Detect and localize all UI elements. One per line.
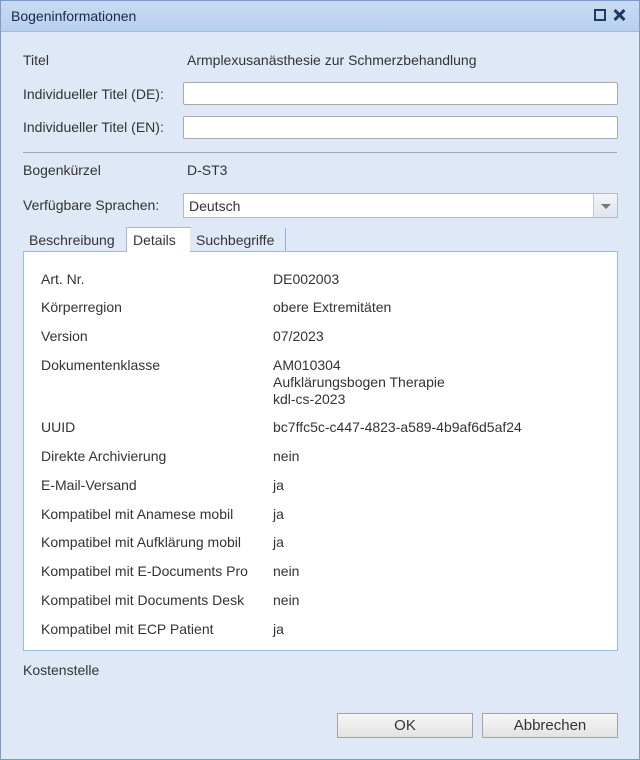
detail-value-ecp-patient: ja bbox=[273, 621, 284, 637]
titel-value: Armplexusanästhesie zur Schmerzbehandlung bbox=[187, 52, 477, 68]
individual-title-de-label: Individueller Titel (DE): bbox=[23, 86, 164, 102]
detail-label-documents-desk: Kompatibel mit Documents Desk bbox=[41, 592, 245, 608]
detail-label-art-nr: Art. Nr. bbox=[41, 271, 85, 287]
individual-title-en-input[interactable] bbox=[183, 116, 618, 139]
separator bbox=[23, 152, 617, 153]
detail-label-version: Version bbox=[41, 328, 88, 344]
detail-value-uuid: bc7ffc5c-c447-4823-a589-4b9af6d5af24 bbox=[273, 419, 522, 435]
detail-value-aufklaerung-mobil: ja bbox=[273, 534, 284, 550]
detail-value-documents-desk: nein bbox=[273, 592, 300, 608]
detail-value-dokumentenklasse-line2: Aufklärungsbogen Therapie bbox=[273, 374, 445, 390]
detail-value-dokumentenklasse-line3: kdl-cs-2023 bbox=[273, 391, 346, 407]
tab-beschreibung[interactable]: Beschreibung bbox=[23, 228, 121, 251]
sprachen-select-value: Deutsch bbox=[189, 198, 241, 214]
bogenkuerzel-label: Bogenkürzel bbox=[23, 162, 101, 178]
chevron-down-icon[interactable] bbox=[593, 194, 617, 217]
detail-label-ecp-patient: Kompatibel mit ECP Patient bbox=[41, 621, 214, 637]
tab-details[interactable]: Details bbox=[126, 227, 191, 252]
individual-title-en-label: Individueller Titel (EN): bbox=[23, 119, 164, 135]
sprachen-select[interactable] bbox=[183, 193, 618, 218]
detail-label-aufklaerung-mobil: Kompatibel mit Aufklärung mobil bbox=[41, 534, 241, 550]
close-icon[interactable] bbox=[613, 9, 625, 21]
detail-value-dokumentenklasse-line1: AM010304 bbox=[273, 357, 341, 373]
detail-value-anamese-mobil: ja bbox=[273, 506, 284, 522]
detail-value-art-nr: DE002003 bbox=[273, 271, 340, 287]
detail-label-koerperregion: Körperregion bbox=[41, 299, 122, 315]
detail-value-edocuments-pro: nein bbox=[273, 563, 300, 579]
details-panel bbox=[23, 252, 618, 651]
maximize-icon[interactable] bbox=[594, 9, 606, 21]
tab-divider bbox=[285, 228, 286, 251]
individual-title-de-input[interactable] bbox=[183, 82, 618, 105]
tab-suchbegriffe[interactable]: Suchbegriffe bbox=[190, 228, 280, 251]
sprachen-label: Verfügbare Sprachen: bbox=[23, 197, 160, 213]
detail-value-email-versand: ja bbox=[273, 477, 284, 493]
detail-value-koerperregion: obere Extremitäten bbox=[273, 299, 392, 315]
title-bar[interactable] bbox=[1, 1, 639, 32]
cancel-button[interactable]: Abbrechen bbox=[482, 713, 618, 738]
detail-value-version: 07/2023 bbox=[273, 328, 324, 344]
kostenstelle-label: Kostenstelle bbox=[23, 662, 100, 678]
detail-value-direkte-archivierung: nein bbox=[273, 448, 300, 464]
detail-label-dokumentenklasse: Dokumentenklasse bbox=[41, 357, 161, 373]
ok-button[interactable]: OK bbox=[337, 713, 473, 738]
detail-label-email-versand: E-Mail-Versand bbox=[41, 477, 137, 493]
window-title: Bogeninformationen bbox=[11, 8, 137, 24]
detail-label-anamese-mobil: Kompatibel mit Anamese mobil bbox=[41, 506, 234, 522]
bogenkuerzel-value: D-ST3 bbox=[187, 162, 228, 178]
detail-label-uuid: UUID bbox=[41, 419, 76, 435]
titel-label: Titel bbox=[23, 52, 49, 68]
detail-label-edocuments-pro: Kompatibel mit E-Documents Pro bbox=[41, 563, 248, 579]
detail-label-direkte-archivierung: Direkte Archivierung bbox=[41, 448, 167, 464]
